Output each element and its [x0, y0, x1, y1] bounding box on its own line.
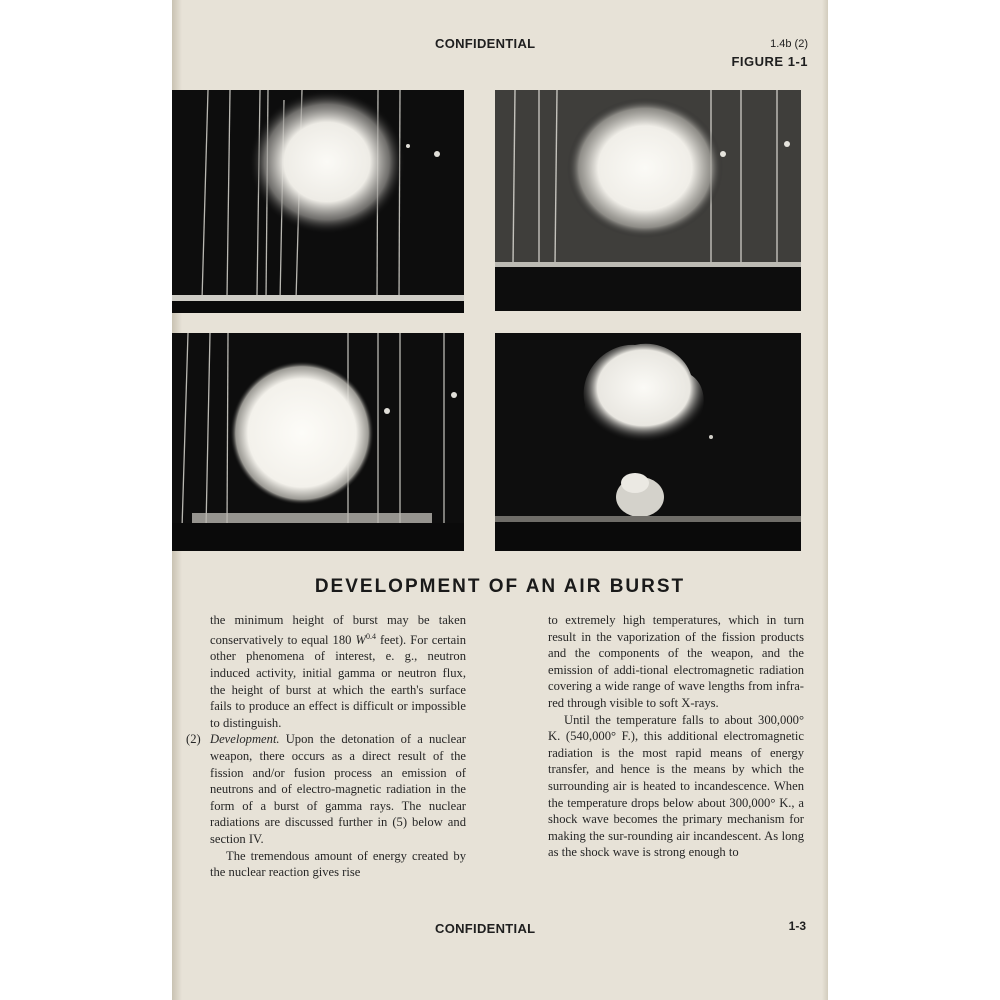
paragraph: to extremely high temperatures, which in turn result in the vaporization of the fission products and the components of the weapon, and the emission of addi-tional electromagnetic radiation covering a wide range of wave lengths from infra-red through visible to soft X-rays.	[548, 613, 804, 710]
paragraph: Until the temperature falls to about 300,000° K. (540,000° F.), this additional electromagnetic radiation is the most rapid means of energy transfer, and hence is the means by which the surrounding air is heated to incandescence. When the temperature drops below about 300,000° K., a shock wave becomes the primary mechanism for making the sur-rounding air incandescent. As long as the shock wave is strong enough to	[548, 712, 804, 860]
photo-fireball-rising	[495, 333, 801, 551]
figure-title: DEVELOPMENT OF AN AIR BURST	[314, 576, 686, 597]
page-number: 1-3	[788, 919, 806, 933]
paragraph-number: (2)	[186, 732, 201, 747]
figure-label: FIGURE 1-1	[731, 54, 808, 69]
exponent: 0.4	[365, 631, 376, 641]
classification-header: CONFIDENTIAL	[435, 36, 536, 51]
page-edge	[822, 0, 828, 1000]
variable-w: W	[355, 632, 366, 647]
classification-footer: CONFIDENTIAL	[435, 921, 536, 936]
section-reference: 1.4b (2)	[770, 38, 808, 50]
paragraph: The tremendous amount of energy created by the nuclear reaction gives rise	[210, 848, 466, 880]
photo-fireball-stage-2	[495, 90, 801, 311]
paragraph-lead: Development.	[210, 732, 280, 747]
photo-fireball-stage-3	[172, 333, 464, 551]
right-text-column	[548, 612, 804, 861]
figure-reference	[731, 36, 808, 70]
document-page	[172, 0, 828, 1000]
photo-fireball-stage-1	[172, 90, 464, 313]
left-text-column	[186, 612, 466, 881]
paragraph-development: (2) Development. Upon the detonation of a nuclear weapon, there occurs as a direct result of the fission and/or fusion process an emission of neutrons and of electro-magnetic radiation in the form of a burst of gamma rays. The nuclear radiations are discussed further in (5) below and section IV.	[186, 732, 466, 846]
paragraph: the minimum height of burst may be taken conservatively to equal 180 $W^{0.4}$ feet). For certain other phenomena of interest, e. g., neutron induced activity, initial gamma or neutron flux, the height of burst at which the earth's surface fails to produce an effect is difficult or impossible to distinguish.	[210, 613, 466, 730]
